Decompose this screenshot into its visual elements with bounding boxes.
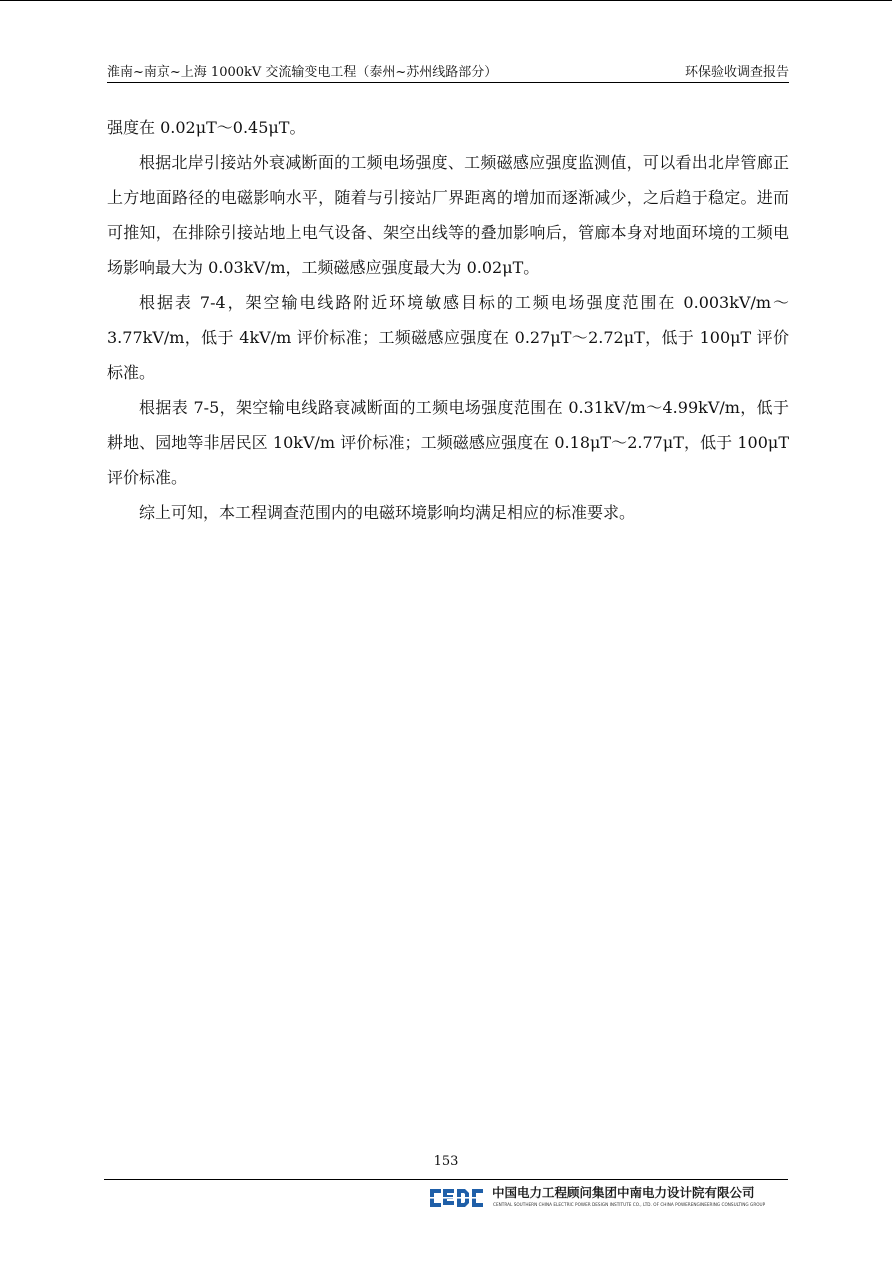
paragraph-north-bank-analysis: 根据北岸引接站外衰减断面的工频电场强度、工频磁感应强度监测值，可以看出北岸管廊正上方地面路径的电磁影响水平，随着与引接站厂界距离的增加而逐渐减少，之后趋于稳定。进而可推知，在排除引接站地上电气设备、架空出线等的叠加影响后，管廊本身对地面环境的工频电场影响最大为 0.03kV/m，工频磁感应强度最大为 0.02μT。 (107, 153, 789, 277)
header-divider (107, 82, 789, 83)
paragraph-continuation: 强度在 0.02μT～0.45μT。 (107, 118, 306, 137)
cedc-logo-icon (428, 1186, 486, 1210)
paragraph-table-7-4: 根据表 7-4，架空输电线路附近环境敏感目标的工频电场强度范围在 0.003kV/m～3.77kV/m，低于 4kV/m 评价标准；工频磁感应强度在 0.27μT～2.72μT，低于 100μT 评价标准。 (107, 293, 789, 382)
footer-company-name: 中国电力工程顾问集团中南电力设计院有限公司 (492, 1185, 755, 1200)
footer-company-name-en: CENTRAL SOUTHERN CHINA ELECTRIC POWER DESIGN INSTITUTE CO., LTD. OF CHINA POWERENGINEERING CONSULTING GROUP (493, 1202, 766, 1207)
paragraph-conclusion: 综上可知，本工程调查范围内的电磁环境影响均满足相应的标准要求。 (139, 503, 636, 522)
header-report-type: 环保验收调查报告 (684, 65, 789, 80)
page-header (107, 64, 789, 82)
header-project-title: 淮南~南京~上海 1000kV 交流输变电工程（泰州~苏州线路部分） (107, 65, 498, 80)
top-border-line (0, 0, 892, 1)
paragraph-table-7-5: 根据表 7-5，架空输电线路衰减断面的工频电场强度范围在 0.31kV/m～4.99kV/m，低于耕地、园地等非居民区 10kV/m 评价标准；工频磁感应强度在 0.18μT～2.77μT，低于 100μT 评价标准。 (107, 398, 789, 487)
footer-divider (104, 1179, 788, 1180)
page-number: 153 (433, 1154, 459, 1169)
document-body (107, 110, 789, 530)
